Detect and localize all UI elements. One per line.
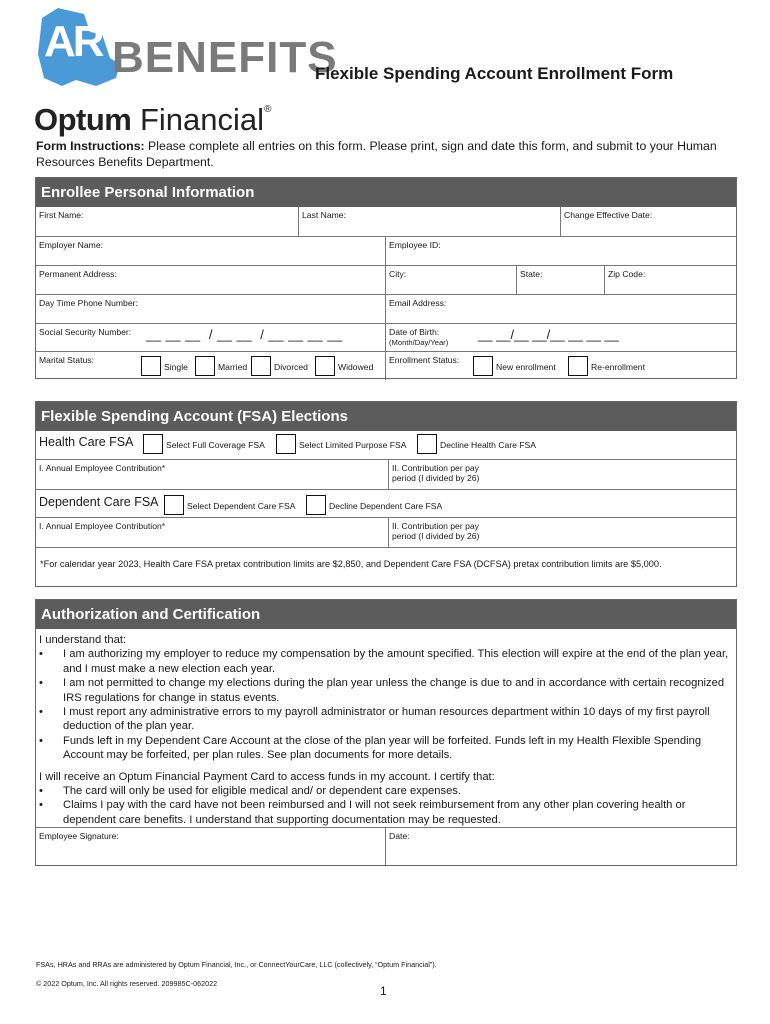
dc-per-period-label: II. Contribution per pay period (I divided by 26) [392, 521, 480, 541]
fsa-elections-header: Flexible Spending Account (FSA) Elections [36, 402, 736, 431]
signature-date-field[interactable] [385, 828, 736, 865]
employee-id-field[interactable] [385, 237, 736, 265]
single-checkbox[interactable] [141, 356, 161, 376]
page-number: 1 [380, 984, 387, 998]
marital-status-label: Marital Status: [39, 355, 94, 365]
email-label: Email Address: [389, 298, 447, 308]
contribution-limit-note-row [36, 547, 736, 586]
city-label: City: [389, 269, 407, 279]
status-row [36, 351, 736, 380]
authorization-bullets [39, 647, 732, 762]
authorization-bullet: • I am authorizing my employer to reduce my compensation by the amount specified. This election will expire at the end of the plan year, and I must make a new election each year. [39, 647, 732, 676]
optum-financial-logo [34, 92, 271, 138]
married-label: Married [218, 362, 248, 372]
ar-benefits-logo-mark [36, 4, 124, 90]
authorization-bullet: • I must report any administrative errors to my payroll administrator or human resources department within 10 days of my first payroll deduction of the plan year. [39, 705, 732, 734]
phone-label: Day Time Phone Number: [39, 298, 138, 308]
change-date-field[interactable] [560, 207, 736, 236]
health-care-fsa-row [36, 431, 736, 459]
certification-bullet: • The card will only be used for eligible medical and/ or dependent care expenses. [39, 784, 732, 798]
signature-row [36, 827, 736, 865]
decline-dependent-care-label: Decline Dependent Care FSA [329, 501, 443, 511]
limited-purpose-checkbox[interactable] [276, 434, 296, 454]
fsa-elections-section [35, 401, 737, 587]
divorced-checkbox[interactable] [251, 356, 271, 376]
form-title: Flexible Spending Account Enrollment Form [315, 64, 674, 83]
form-instructions [36, 138, 736, 170]
ssn-label: Social Security Number: [39, 327, 132, 337]
dob-label: Date of Birth: [389, 327, 440, 337]
full-coverage-label: Select Full Coverage FSA [166, 440, 265, 450]
certification-bullet: • Claims I pay with the card have not been reimbursed and I will not seek reimbursement from any other plan covering health or dependent care benefits. I understand that supporting documentation may be requested. [39, 798, 732, 827]
optum-logo-bold: Optum [34, 102, 132, 137]
marital-status-field [36, 352, 385, 380]
contribution-limit-note: *For calendar year 2023, Health Care FSA pretax contribution limits are $2,850, and Dependent Care FSA (DCFSA) pretax contribution limits are $5,000. [40, 559, 662, 569]
zip-field[interactable] [604, 266, 736, 294]
city-field[interactable] [385, 266, 516, 294]
state-field[interactable] [516, 266, 604, 294]
health-care-fsa-label: Health Care FSA [39, 435, 134, 449]
re-enrollment-label: Re-enrollment [591, 362, 645, 372]
change-date-label: Change Effective Date: [564, 210, 653, 220]
ssn-dob-row [36, 323, 736, 351]
dob-format: (Month/Day/Year) [389, 338, 449, 347]
new-enrollment-checkbox[interactable] [473, 356, 493, 376]
widowed-checkbox[interactable] [315, 356, 335, 376]
first-name-label: First Name: [39, 210, 84, 220]
authorization-body [36, 629, 736, 827]
new-enrollment-label: New enrollment [496, 362, 556, 372]
authorization-intro: I understand that: [39, 634, 127, 646]
card-certification-bullets [39, 784, 732, 827]
employee-signature-field[interactable] [36, 828, 385, 865]
optum-logo-light: Financial [131, 102, 265, 137]
footer-disclaimer: FSAs, HRAs and RRAs are administered by Optum Financial, Inc., or ConnectYourCare, LLC (collectively, “Optum Financial”). [36, 960, 437, 969]
employer-name-field[interactable] [36, 237, 385, 265]
decline-health-care-label: Decline Health Care FSA [440, 440, 537, 450]
dob-field[interactable] [385, 324, 736, 351]
divorced-label: Divorced [274, 362, 308, 372]
phone-field[interactable] [36, 295, 385, 323]
ssn-blanks: __ __ __ / __ __ / __ __ __ __ [146, 327, 343, 342]
full-coverage-checkbox[interactable] [143, 434, 163, 454]
select-dependent-care-label: Select Dependent Care FSA [187, 501, 296, 511]
hc-annual-label: I. Annual Employee Contribution* [39, 463, 166, 473]
hc-annual-field[interactable] [36, 460, 388, 489]
dc-annual-label: I. Annual Employee Contribution* [39, 521, 166, 531]
zip-label: Zip Code: [608, 269, 646, 279]
address-label: Permanent Address: [39, 269, 117, 279]
instructions-label: Form Instructions: [36, 139, 145, 153]
contact-row [36, 294, 736, 323]
last-name-field[interactable] [298, 207, 560, 236]
employer-name-label: Employer Name: [39, 240, 103, 250]
employee-id-label: Employee ID: [389, 240, 441, 250]
address-row [36, 265, 736, 294]
authorization-header: Authorization and Certification [36, 600, 736, 629]
employee-signature-label: Employee Signature: [39, 831, 119, 841]
first-name-field[interactable] [36, 207, 298, 236]
personal-info-header: Enrollee Personal Information [36, 178, 736, 207]
authorization-bullet: • I am not permitted to change my elections during the plan year unless the change is due to and in accordance with certain recognized IRS regulations for change in status events. [39, 676, 732, 705]
ssn-field[interactable] [36, 324, 385, 351]
single-label: Single [164, 362, 188, 372]
authorization-bullet: • Funds left in my Dependent Care Account at the close of the plan year will be forfeited. Funds left in my Health Flexible Spending Account may be forfeited, per plan rules. See plan documents for more details. [39, 734, 732, 763]
hc-per-period-label: II. Contribution per pay period (I divided by 26) [392, 463, 480, 483]
select-dependent-care-checkbox[interactable] [164, 495, 184, 515]
dependent-care-contribution-row [36, 517, 736, 547]
footer-copyright: © 2022 Optum, Inc. All rights reserved. 209985C-062022 [36, 979, 218, 988]
benefits-wordmark: BENEFITS [112, 33, 338, 82]
widowed-label: Widowed [338, 362, 374, 372]
decline-dependent-care-checkbox[interactable] [306, 495, 326, 515]
enrollment-status-label: Enrollment Status: [389, 355, 460, 365]
last-name-label: Last Name: [302, 210, 346, 220]
authorization-section [35, 599, 737, 866]
married-checkbox[interactable] [195, 356, 215, 376]
email-field[interactable] [385, 295, 736, 323]
dc-per-period-field[interactable] [388, 518, 736, 547]
re-enrollment-checkbox[interactable] [568, 356, 588, 376]
enrollment-status-field [385, 352, 736, 380]
decline-health-care-checkbox[interactable] [417, 434, 437, 454]
hc-per-period-field[interactable] [388, 460, 736, 489]
dob-blanks: __ __/__ __/__ __ __ __ [478, 327, 619, 342]
personal-info-section [35, 177, 737, 379]
instructions-text: Please complete all entries on this form. Please print, sign and date this form, and submit to your Human Resources Benefits Department. [36, 139, 717, 169]
signature-date-label: Date: [389, 831, 410, 841]
registered-mark: ® [264, 104, 272, 115]
address-field[interactable] [36, 266, 385, 294]
dependent-care-fsa-row [36, 489, 736, 517]
limited-purpose-label: Select Limited Purpose FSA [299, 440, 407, 450]
employer-row [36, 236, 736, 265]
dependent-care-fsa-label: Dependent Care FSA [39, 495, 159, 509]
card-certification-intro: I will receive an Optum Financial Payment Card to access funds in my account. I certify that: [39, 770, 495, 783]
dc-annual-field[interactable] [36, 518, 388, 547]
name-row [36, 207, 736, 236]
state-label: State: [520, 269, 543, 279]
svg-text:AR: AR [44, 17, 102, 66]
health-care-contribution-row [36, 459, 736, 489]
